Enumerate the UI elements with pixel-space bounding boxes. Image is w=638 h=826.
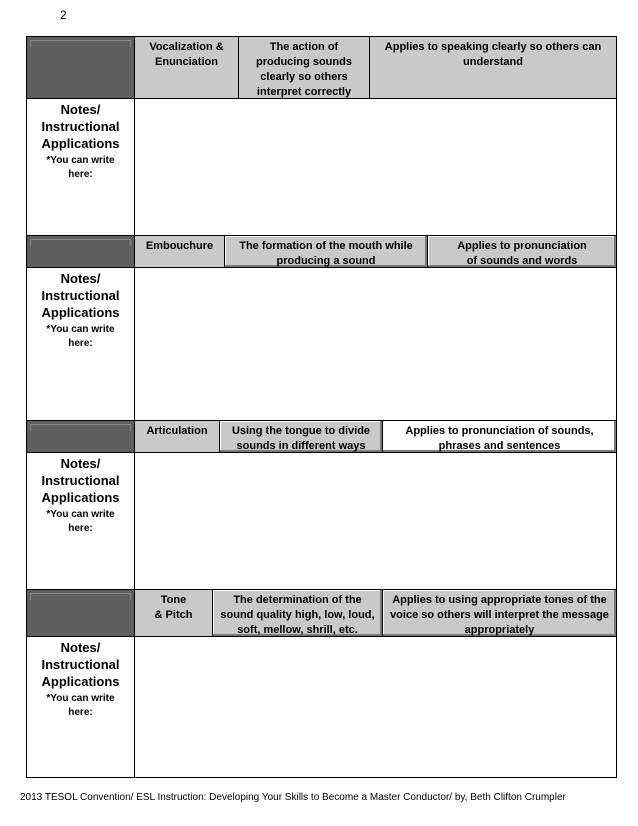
application-text-line: phrases and sentences xyxy=(438,440,561,452)
definition-text-line: sound quality high, low, loud, xyxy=(220,609,375,621)
notes-hint xyxy=(27,321,134,351)
term-cell xyxy=(135,236,225,267)
application-text-line: voice so others will interpret the message xyxy=(390,609,609,621)
notes-line: Notes/ xyxy=(60,271,101,286)
page-number: 2 xyxy=(60,8,67,22)
term-block-embouchure xyxy=(26,235,617,421)
definition-text-line: Using the tongue to divide xyxy=(231,425,371,437)
page-footer: 2013 TESOL Convention/ ESL Instruction: Developing Your Skills to Become a Master Conductor/ by, Beth Clifton Crumpler xyxy=(20,792,566,803)
application-cell xyxy=(428,236,616,267)
term-cell xyxy=(135,421,220,452)
notes-label-cell xyxy=(27,637,135,777)
application-cell xyxy=(383,590,616,636)
notes-line: Notes/ xyxy=(60,102,101,117)
application-text-line: Applies to using appropriate tones of the xyxy=(392,594,607,606)
term-text-line: Articulation xyxy=(146,425,208,437)
header-shaded-cell xyxy=(27,590,135,636)
application-text-line: of sounds and words xyxy=(466,255,578,267)
term-block-vocalization xyxy=(26,36,617,236)
notes-hint xyxy=(27,690,134,720)
notes-hint-line: here: xyxy=(68,169,93,180)
term-header-row xyxy=(27,236,616,268)
term-block-tone-pitch xyxy=(26,589,617,778)
notes-writing-area[interactable] xyxy=(135,453,616,589)
definition-text-line: producing a sound xyxy=(276,255,376,267)
definition-text-line: The action of xyxy=(269,41,339,53)
definition-cell xyxy=(213,590,383,636)
term-cell xyxy=(135,590,213,636)
header-shaded-cell xyxy=(27,236,135,267)
term-text-line: Tone xyxy=(160,594,187,606)
notes-title xyxy=(27,99,134,152)
notes-hint-line: *You can write xyxy=(46,324,115,335)
header-shaded-cell xyxy=(27,37,135,98)
notes-line: Instructional xyxy=(41,657,120,672)
application-text-line: Applies to pronunciation of sounds, xyxy=(405,425,594,437)
application-text-line: understand xyxy=(463,56,523,68)
definition-text-line: interpret correctly xyxy=(256,86,352,98)
notes-line: Notes/ xyxy=(60,456,101,471)
notes-label-cell xyxy=(27,453,135,589)
definition-text-line: sounds in different ways xyxy=(236,440,366,452)
notes-title xyxy=(27,453,134,506)
notes-line: Applications xyxy=(41,674,120,689)
definition-text-line: clearly so others xyxy=(260,71,348,83)
notes-label-cell xyxy=(27,268,135,420)
notes-line: Instructional xyxy=(41,119,120,134)
definition-cell xyxy=(239,37,370,98)
notes-label-cell xyxy=(27,99,135,235)
notes-line: Applications xyxy=(41,490,120,505)
definition-text-line: The determination of the xyxy=(233,594,362,606)
notes-line: Notes/ xyxy=(60,640,101,655)
term-header-row xyxy=(27,37,616,99)
notes-hint-line: here: xyxy=(68,707,93,718)
notes-line: Applications xyxy=(41,305,120,320)
notes-writing-area[interactable] xyxy=(135,637,616,777)
term-text-line: & Pitch xyxy=(154,609,193,621)
term-header-row xyxy=(27,421,616,453)
notes-hint-line: *You can write xyxy=(46,693,115,704)
term-text-line: Embouchure xyxy=(145,240,214,252)
application-text-line: Applies to speaking clearly so others can xyxy=(384,41,602,53)
term-cell xyxy=(135,37,239,98)
notes-line: Instructional xyxy=(41,473,120,488)
term-text-line: Vocalization & xyxy=(149,41,224,53)
notes-hint-line: here: xyxy=(68,523,93,534)
application-cell xyxy=(370,37,616,98)
term-header-row xyxy=(27,590,616,637)
application-text-line: appropriately xyxy=(464,624,535,636)
definition-cell xyxy=(225,236,428,267)
header-shaded-cell xyxy=(27,421,135,452)
notes-hint xyxy=(27,506,134,536)
notes-title xyxy=(27,268,134,321)
application-text-line: Applies to pronunciation xyxy=(457,240,587,252)
definition-text-line: soft, mellow, shrill, etc. xyxy=(237,624,358,636)
notes-writing-area[interactable] xyxy=(135,268,616,420)
notes-hint-line: *You can write xyxy=(46,509,115,520)
definition-text-line: producing sounds xyxy=(256,56,352,68)
definition-text-line: The formation of the mouth while xyxy=(239,240,413,252)
notes-hint-line: *You can write xyxy=(46,155,115,166)
notes-line: Applications xyxy=(41,136,120,151)
notes-title xyxy=(27,637,134,690)
term-text-line: Enunciation xyxy=(155,56,218,68)
notes-hint-line: here: xyxy=(68,338,93,349)
term-block-articulation xyxy=(26,420,617,590)
notes-hint xyxy=(27,152,134,182)
application-cell xyxy=(383,421,616,452)
notes-line: Instructional xyxy=(41,288,120,303)
notes-writing-area[interactable] xyxy=(135,99,616,235)
definition-cell xyxy=(220,421,383,452)
